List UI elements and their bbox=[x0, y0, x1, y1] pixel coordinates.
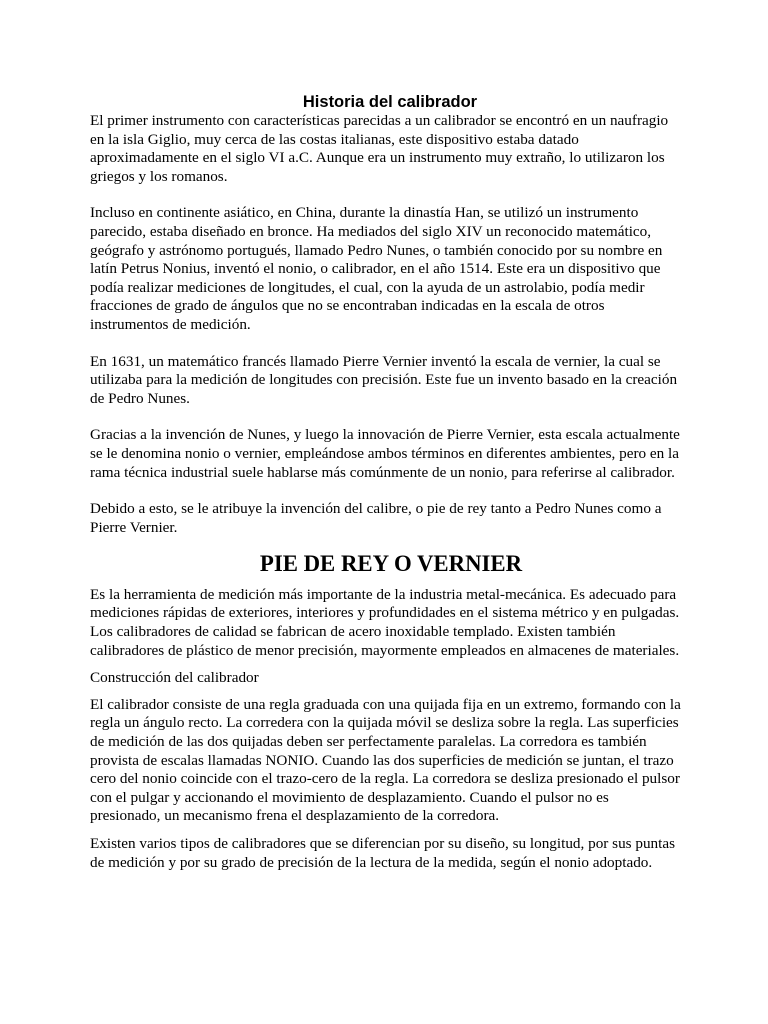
section-intro-paragraph: Es la herramienta de medición más importante de la industria metal-mecánica. Es adecuado para mediciones rápidas de exteriores, interiores y profundidades en el sistema métrico y en pulgadas. Los calibradores de calidad se fabrican de acero inoxidable templado. Existen también calibradores de plástico de menor precisión, mayormente empleados en almacenes de materiales. bbox=[90, 585, 680, 659]
types-paragraph: Existen varios tipos de calibradores que se diferencian por su diseño, su longitud, por sus puntas de medición y por su grado de precisión de la lectura de la medida, según el nonio adoptado. bbox=[90, 835, 676, 871]
history-paragraph-3: En 1631, un matemático francés llamado Pierre Vernier inventó la escala de vernier, la cual se utilizaba para la medición de longitudes con precisión. Este fue un invento basado en la creación de Pedro Nunes. bbox=[90, 352, 678, 407]
history-paragraph-4: Gracias a la invención de Nunes, y luego la innovación de Pierre Vernier, esta escala actualmente se le denomina nonio o vernier, empleándose ambos términos en diferentes ambientes, pero en la rama técnica industrial suele hablarse más comúnmente de un nonio, para referirse al calibrador. bbox=[90, 426, 680, 481]
history-paragraph-1: El primer instrumento con características parecidas a un calibrador se encontró en un naufragio en la isla Giglio, muy cerca de las costas italianas, este dispositivo estaba datado aproximadamente en el siglo VI a.C. Aunque era un instrumento muy extraño, lo utilizaron los griegos y los romanos. bbox=[90, 112, 669, 185]
document-title: Historia del calibrador bbox=[302, 93, 478, 111]
construction-paragraph: El calibrador consiste de una regla graduada con una quijada fija en un extremo, formando con la regla un ángulo recto. La corredera con la quijada móvil se desliza sobre la regla. Las superficies de medición de las dos quijadas deben ser perfectamente paralelas. La corredora es también provista de escalas llamadas NONIO. Cuando las dos superficies de medición se juntan, el trazo cero del nonio coincide con el trazo-cero de la regla. La corredora se desliza presionado el pulsor con el pulgar y accionando el movimiento de desplazamiento. Cuando el pulsor no es presionado, un mecanismo frena el desplazamiento de la corredora. bbox=[90, 695, 681, 825]
construction-subheading: Construcción del calibrador bbox=[90, 669, 259, 687]
history-paragraph-5: Debido a esto, se le atribuye la invención del calibre, o pie de rey tanto a Pedro Nunes como a Pierre Vernier. bbox=[90, 500, 662, 536]
section-title: PIE DE REY O VERNIER bbox=[259, 551, 523, 577]
history-paragraph-2: Incluso en continente asiático, en China, durante la dinastía Han, se utilizó un instrumento parecido, estaba diseñado en bronce. Ha mediados del siglo XIV un reconocido matemático, geógrafo y astrónomo portugués, llamado Pedro Nunes, o también conocido por su nombre en latín Petrus Nonius, inventó el nonio, o calibrador, en el año 1514. Este era un dispositivo que podía realizar mediciones de longitudes, el cual, con la ayuda de un astrolabio, podía medir fracciones de grado de ángulos que no se encontraban indicadas en la escala de otros instrumentos de medición. bbox=[90, 204, 663, 333]
document-page bbox=[90, 92, 682, 890]
